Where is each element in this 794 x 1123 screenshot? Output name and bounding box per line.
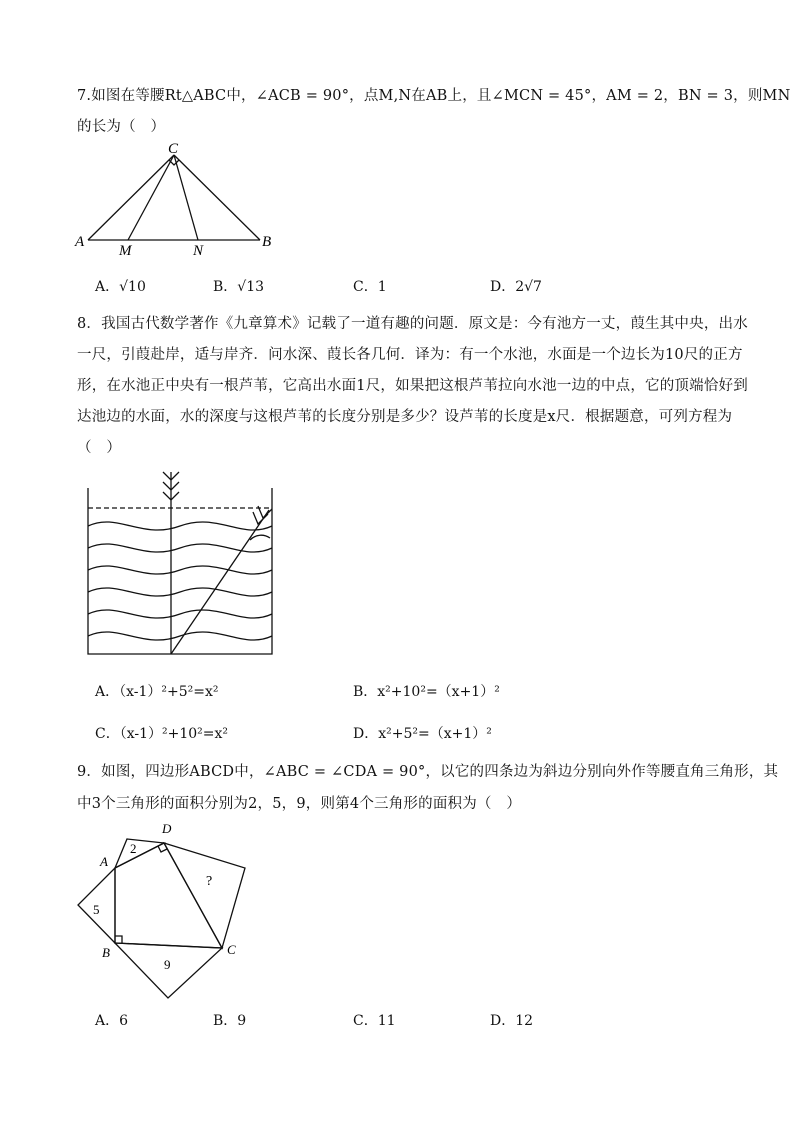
q7-stem-line2: 的长为（ ） [77, 119, 166, 135]
q7-stem-line1: 7.如图在等腰Rt△ABC中，∠ACB = 90°，点M,N在AB上，且∠MCN = 45°，AM = 2，BN = 3，则MN [77, 88, 791, 104]
q8-wave-3 [88, 566, 272, 574]
q7-label-n: N [193, 243, 204, 259]
q9-stem-line2: 中3个三角形的面积分别为2，5，9，则第4个三角形的面积为（ ） [77, 796, 522, 812]
q9-option-d[interactable]: D．12 [490, 1013, 534, 1029]
q9-quadrilateral-abcd [115, 843, 222, 948]
q7-label-c: C [168, 141, 179, 157]
q8-wave-1 [88, 522, 272, 530]
q8-pond-walls [88, 488, 272, 654]
q9-option-a[interactable]: A．6 [95, 1013, 129, 1029]
q8-reed-tip-wave [250, 535, 270, 540]
q9-area-5: 5 [93, 902, 100, 917]
q9-label-c: C [227, 942, 236, 957]
q9-label-a: A [100, 854, 108, 869]
q8-option-b[interactable]: B．x²+10²=（x+1）² [353, 684, 500, 700]
q9-label-b: B [102, 945, 110, 960]
q8-wave-6 [88, 632, 272, 640]
q8-stem-line3: 形，在水池正中央有一根芦苇，它高出水面1尺，如果把这根芦苇拉向水池一边的中点，它的顶端恰好到 [77, 378, 748, 394]
q9-stem-line1: 9．如图，四边形ABCD中，∠ABC = ∠CDA = 90°，以它的四条边为斜边分别向外作等腰直角三角形，其 [77, 764, 779, 780]
q7-side-cb [174, 155, 260, 240]
q7-option-d[interactable]: D．2√7 [490, 279, 542, 295]
q9-area-unknown: ? [206, 874, 213, 889]
q7-side-ca [88, 155, 174, 240]
q8-stem-line2: 一尺，引葭赴岸，适与岸齐．问水深、葭长各几何．译为：有一个水池，水面是一个边长为10尺的正方 [77, 347, 743, 363]
q7-label-m: M [119, 243, 132, 259]
q7-label-a: A [75, 234, 85, 250]
q8-wave-4 [88, 588, 272, 596]
q9-option-c[interactable]: C．11 [353, 1013, 396, 1029]
q8-stem-line5: （ ） [77, 440, 122, 456]
q8-pond-figure [80, 468, 280, 660]
q8-option-d[interactable]: D．x²+5²=（x+1）² [353, 726, 492, 742]
q8-stem-line1: 8．我国古代数学著作《九章算术》记载了一道有趣的问题．原文是：今有池方一丈，葭生其中央，出水 [77, 316, 748, 332]
q8-stem-line4: 达池边的水面，水的深度与这根芦苇的长度分别是多少？设芦苇的长度是x尺．根据题意，可列方程为 [77, 409, 733, 425]
q7-option-a[interactable]: A．√10 [95, 279, 146, 295]
q9-right-angle-b [115, 936, 122, 943]
q7-triangle-figure [70, 136, 290, 261]
q7-option-c[interactable]: C．1 [353, 279, 387, 295]
q8-option-a[interactable]: A．（x-1）²+5²=x² [95, 684, 219, 700]
q8-reed-tilted [171, 510, 269, 654]
q9-quadrilateral-figure [70, 818, 260, 1003]
q8-wave-5 [88, 610, 272, 618]
q7-label-b: B [262, 234, 272, 250]
q9-triangle-ad [115, 839, 164, 868]
q9-option-b[interactable]: B．9 [213, 1013, 247, 1029]
q8-option-c[interactable]: C．（x-1）²+10²=x² [95, 726, 229, 742]
q9-triangle-cd [164, 843, 245, 948]
q7-segment-cm [128, 155, 174, 240]
q9-label-d: D [162, 821, 172, 836]
q9-area-2: 2 [130, 841, 137, 856]
q9-area-9: 9 [164, 957, 171, 972]
q7-option-b[interactable]: B．√13 [213, 279, 265, 295]
